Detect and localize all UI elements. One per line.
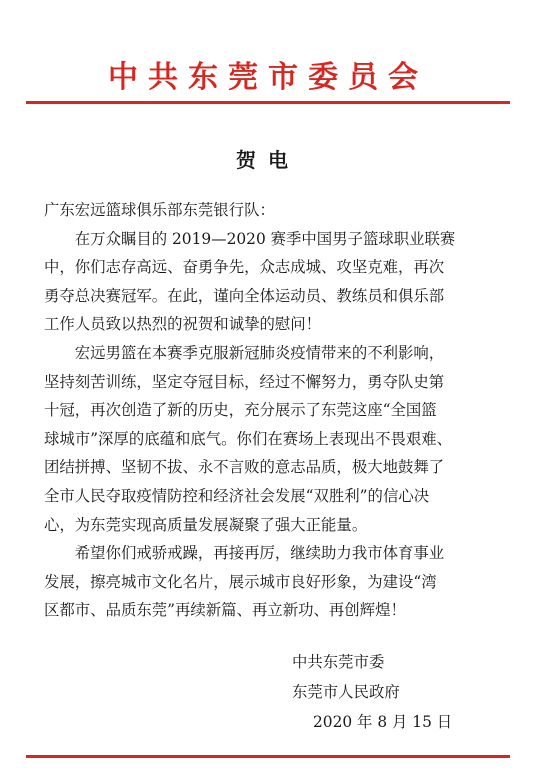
body-line: 区都市、品质东莞”再续新篇、再立新功、再创辉煌！ <box>44 601 406 620</box>
document-title: 贺电 <box>236 148 300 172</box>
body-line: 心，为东莞实现高质量发展凝聚了强大正能量。 <box>44 515 368 534</box>
letter-body <box>44 196 502 625</box>
letterhead-red-rule <box>26 101 510 104</box>
letterhead-org-name: 中共东莞市委员会 <box>108 60 428 95</box>
body-line: 球城市”深厚的底蕴和底气。你们在赛场上表现出不畏艰难、 <box>44 429 453 448</box>
body-line: 宏远男篮在本赛季克服新冠肺炎疫情带来的不利影响， <box>44 343 445 362</box>
body-line: 希望你们戒骄戒躁，再接再厉，继续助力我市体育事业 <box>44 544 445 563</box>
body-line: 勇夺总决赛冠军。在此，谨向全体运动员、教练员和俱乐部 <box>44 286 445 305</box>
body-line: 中，你们志存高远、奋勇争先，众志成城、攻坚克难，再次 <box>44 258 445 277</box>
footer-red-rule <box>26 755 510 758</box>
body-line: 十冠，再次创造了新的历史，充分展示了东莞这座“全国篮 <box>44 401 437 420</box>
signature-line-2: 东莞市人民政府 <box>292 683 400 701</box>
body-line: 全市人民夺取疫情防控和经济社会发展“双胜利”的信心决 <box>44 486 430 505</box>
body-line: 团结拼搏、坚韧不拔、永不言败的意志品质，极大地鼓舞了 <box>44 458 445 477</box>
signature-date: 2020 年 8 月 15 日 <box>313 713 453 731</box>
signature-block <box>292 647 400 707</box>
signature-line-1: 中共东莞市委 <box>292 653 385 671</box>
body-line: 在万众瞩目的 2019—2020 赛季中国男子篮球职业联赛 <box>44 229 456 248</box>
body-line: 发展，擦亮城市文化名片，展示城市良好形象，为建设“湾 <box>44 572 437 591</box>
body-line: 工作人员致以热烈的祝贺和诚挚的慰问！ <box>44 315 322 334</box>
body-paragraphs <box>44 225 502 625</box>
salutation: 广东宏远篮球俱乐部东莞银行队： <box>44 201 275 219</box>
body-line: 坚持刻苦训练，坚定夺冠目标，经过不懈努力，勇夺队史第 <box>44 372 445 391</box>
